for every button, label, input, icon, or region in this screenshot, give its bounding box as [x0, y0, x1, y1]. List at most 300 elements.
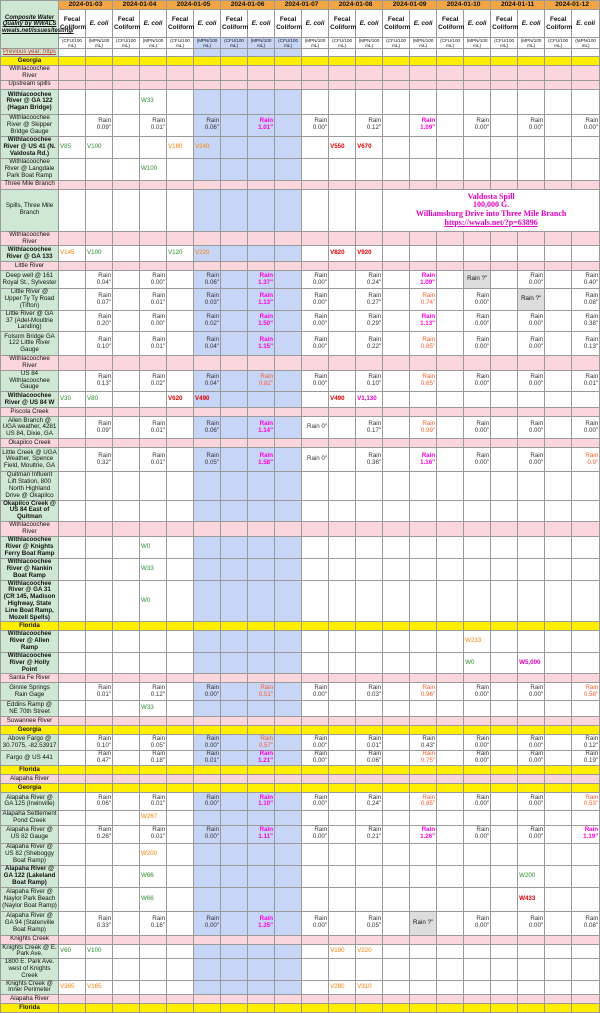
empty-cell — [572, 959, 600, 980]
empty-cell — [221, 448, 248, 472]
empty-cell — [113, 944, 140, 959]
empty-cell — [464, 944, 491, 959]
empty-cell — [383, 57, 410, 66]
empty-cell — [383, 995, 410, 1004]
parameter-header-row — [1, 10, 600, 38]
empty-cell — [248, 652, 275, 673]
empty-cell — [275, 865, 302, 887]
empty-cell — [302, 392, 329, 408]
sample-value: V365 — [59, 980, 86, 995]
empty-cell — [59, 726, 86, 735]
empty-cell — [221, 1004, 248, 1013]
empty-cell — [464, 783, 491, 792]
empty-cell — [383, 246, 410, 262]
rain-value: Rain 0.00" — [572, 114, 600, 136]
empty-cell — [437, 472, 464, 500]
empty-cell — [140, 726, 167, 735]
site-name: Withlacoochee River @ Allen Ramp — [7, 630, 52, 652]
empty-cell — [383, 774, 410, 783]
table-row — [1, 536, 600, 558]
empty-cell — [437, 783, 464, 792]
rain-value: Rain 0.00" — [464, 792, 491, 810]
rain-value: Rain 0.00" — [302, 271, 329, 289]
empty-cell — [275, 674, 302, 683]
empty-cell — [248, 80, 275, 89]
empty-cell — [59, 180, 86, 189]
empty-cell — [221, 289, 248, 310]
rain-value: Rain 0.06" — [194, 114, 221, 136]
rain-value: Rain 1.09" — [410, 114, 437, 136]
empty-cell — [194, 701, 221, 717]
empty-cell — [302, 536, 329, 558]
corner-title[interactable]: Composite Water Quality by WWALS wwals.net/issues/testing/ — [1, 1, 59, 49]
river-row — [1, 439, 600, 448]
empty-cell — [491, 158, 518, 180]
table-row — [1, 246, 600, 262]
site-label: Withlacoochee River — [1, 231, 59, 246]
empty-cell — [167, 89, 194, 114]
empty-cell — [545, 136, 572, 158]
unit-label: (CFU/100 mL) — [383, 38, 410, 49]
empty-cell — [410, 57, 437, 66]
empty-cell — [194, 980, 221, 995]
site-name: Withlacoochee River @ GA 31 (CR 145, Madison Highway, State Line Boat Ramp, Mozell Spells) — [3, 579, 56, 621]
rain-value: Rain 0.22" — [356, 332, 383, 356]
rain-value: Rain 0.00" — [302, 911, 329, 935]
empty-cell — [491, 262, 518, 271]
date-header: 2024-01-05 — [167, 1, 221, 10]
empty-cell — [194, 180, 221, 189]
empty-cell — [518, 262, 545, 271]
site-label: Florida — [1, 1004, 59, 1013]
empty-cell — [59, 765, 86, 774]
spill-link[interactable]: https://wwals.net/?p=63896 — [444, 218, 538, 228]
empty-cell — [167, 370, 194, 391]
site-label: Ginnie Springs Rain Gage — [1, 683, 59, 701]
empty-cell — [86, 865, 113, 887]
empty-cell — [572, 995, 600, 1004]
sample-value: W200 — [518, 865, 545, 887]
empty-cell — [383, 580, 410, 622]
empty-cell — [194, 865, 221, 887]
empty-cell — [491, 887, 518, 911]
empty-cell — [383, 310, 410, 331]
site-label — [1, 500, 59, 521]
empty-cell — [59, 332, 86, 356]
empty-cell — [410, 392, 437, 408]
empty-cell — [545, 825, 572, 843]
empty-cell — [518, 408, 545, 417]
rain-value: Rain 0.27" — [356, 289, 383, 310]
rain-value: Rain 0.00" — [464, 751, 491, 766]
spill-line3: Williamsburg Drive into Three Mile Branch — [415, 209, 567, 219]
empty-cell — [491, 674, 518, 683]
empty-cell — [140, 674, 167, 683]
empty-cell — [437, 246, 464, 262]
empty-cell — [410, 558, 437, 580]
empty-cell — [518, 674, 545, 683]
empty-cell — [248, 180, 275, 189]
empty-cell — [437, 622, 464, 631]
empty-cell — [113, 959, 140, 980]
empty-cell — [329, 783, 356, 792]
previous-year-link[interactable]: Previous year: https — [1, 49, 59, 57]
empty-cell — [248, 1004, 275, 1013]
empty-cell — [437, 271, 464, 289]
unit-label: (MPN/100 mL) — [302, 38, 329, 49]
empty-cell — [572, 935, 600, 944]
empty-cell — [572, 356, 600, 371]
empty-cell — [383, 408, 410, 417]
empty-cell — [113, 558, 140, 580]
empty-cell — [221, 558, 248, 580]
empty-cell — [167, 980, 194, 995]
empty-cell — [518, 57, 545, 66]
empty-cell — [221, 80, 248, 89]
empty-cell — [275, 500, 302, 521]
empty-cell — [59, 995, 86, 1004]
empty-cell — [194, 57, 221, 66]
empty-cell — [275, 262, 302, 271]
rain-value: Rain 0.00" — [518, 448, 545, 472]
sample-value: V670 — [356, 136, 383, 158]
empty-cell — [59, 448, 86, 472]
empty-cell — [329, 995, 356, 1004]
rain-value: Rain 0.32" — [86, 448, 113, 472]
table-row — [1, 136, 600, 158]
empty-cell — [167, 935, 194, 944]
empty-cell — [437, 959, 464, 980]
rain-value: Rain 0.04" — [86, 271, 113, 289]
empty-cell — [410, 701, 437, 717]
rain-value: Rain 0.00" — [464, 310, 491, 331]
empty-cell — [491, 944, 518, 959]
empty-cell — [545, 180, 572, 189]
empty-cell — [383, 980, 410, 995]
empty-cell — [491, 631, 518, 652]
empty-cell — [437, 310, 464, 331]
empty-cell — [167, 262, 194, 271]
site-label: Santa Fe River — [1, 674, 59, 683]
empty-cell — [437, 417, 464, 439]
empty-cell — [491, 448, 518, 472]
empty-cell — [329, 701, 356, 717]
empty-cell — [518, 774, 545, 783]
site-label: Alapaha River @ Naylor Park Beach (Naylor Boat Ramp) — [1, 887, 59, 911]
empty-cell — [545, 980, 572, 995]
empty-cell — [113, 289, 140, 310]
empty-cell — [545, 631, 572, 652]
empty-cell — [410, 652, 437, 673]
site-label: Little River @ GA 37 (Adel-Moultrie Landing) — [1, 310, 59, 331]
empty-cell — [302, 231, 329, 246]
rain-value: Rain 0.00" — [194, 683, 221, 701]
state-row — [1, 726, 600, 735]
empty-cell — [248, 726, 275, 735]
empty-cell — [59, 783, 86, 792]
empty-cell — [329, 500, 356, 521]
empty-cell — [518, 783, 545, 792]
empty-cell — [167, 944, 194, 959]
rain-value: Rain 0.02" — [140, 370, 167, 391]
empty-cell — [572, 57, 600, 66]
table-row — [1, 735, 600, 751]
empty-cell — [167, 765, 194, 774]
date-header: 2024-01-11 — [491, 1, 545, 10]
empty-cell — [194, 935, 221, 944]
site-label: Alapaha River @ US 82 (Sheboggy Boat Ramp) — [1, 843, 59, 865]
spill-annotation — [383, 189, 600, 231]
empty-cell — [572, 89, 600, 114]
empty-cell — [86, 843, 113, 865]
empty-cell — [410, 935, 437, 944]
empty-cell — [167, 1004, 194, 1013]
site-label: Little Creek @ UGA Weather, Spence Field, Moultrie, GA — [1, 448, 59, 472]
empty-cell — [437, 231, 464, 246]
rain-value: Rain 0.00" — [518, 370, 545, 391]
empty-cell — [302, 726, 329, 735]
empty-cell — [410, 231, 437, 246]
empty-cell — [491, 810, 518, 825]
table-row — [1, 271, 600, 289]
empty-cell — [59, 521, 86, 536]
empty-cell — [221, 439, 248, 448]
table-row — [1, 392, 600, 408]
empty-cell — [518, 701, 545, 717]
rain-value: Rain 0.08" — [572, 911, 600, 935]
empty-cell — [113, 674, 140, 683]
empty-cell — [383, 439, 410, 448]
empty-cell — [572, 631, 600, 652]
empty-cell — [464, 136, 491, 158]
empty-cell — [410, 959, 437, 980]
empty-cell — [59, 536, 86, 558]
empty-cell — [356, 995, 383, 1004]
empty-cell — [275, 726, 302, 735]
empty-cell — [140, 262, 167, 271]
empty-cell — [464, 500, 491, 521]
empty-cell — [383, 735, 410, 751]
site-name: Withlacoochee River @ Holly Point — [7, 651, 52, 673]
empty-cell — [329, 271, 356, 289]
rain-value: Rain 0.01" — [140, 825, 167, 843]
empty-cell — [248, 231, 275, 246]
empty-cell — [356, 765, 383, 774]
empty-cell — [437, 735, 464, 751]
empty-cell — [194, 622, 221, 631]
empty-cell — [572, 439, 600, 448]
empty-cell — [437, 114, 464, 136]
empty-cell — [59, 89, 86, 114]
empty-cell — [275, 774, 302, 783]
empty-cell — [113, 683, 140, 701]
empty-cell — [194, 810, 221, 825]
rain-value: Rain 1.13" — [248, 289, 275, 310]
empty-cell — [437, 66, 464, 81]
empty-cell — [356, 865, 383, 887]
empty-cell — [59, 370, 86, 391]
empty-cell — [383, 865, 410, 887]
rain-value: Rain 0.07" — [86, 289, 113, 310]
empty-cell — [383, 332, 410, 356]
river-row — [1, 66, 600, 81]
empty-cell — [383, 448, 410, 472]
rain-value: Rain 0.82" — [248, 370, 275, 391]
empty-cell — [59, 622, 86, 631]
site-label: Above Fargo @ 30.7075, -82.53917 — [1, 735, 59, 751]
empty-cell — [59, 887, 86, 911]
empty-cell — [356, 1004, 383, 1013]
rain-value: Rain 0.01" — [194, 751, 221, 766]
empty-cell — [59, 80, 86, 89]
empty-cell — [248, 717, 275, 726]
empty-cell — [329, 558, 356, 580]
empty-cell — [113, 180, 140, 189]
empty-cell — [194, 944, 221, 959]
rain-value: Rain 0.53" — [572, 792, 600, 810]
rain-value: Rain 0.16" — [140, 911, 167, 935]
empty-cell — [491, 439, 518, 448]
empty-cell — [275, 89, 302, 114]
empty-cell — [59, 792, 86, 810]
empty-cell — [302, 810, 329, 825]
empty-cell — [464, 80, 491, 89]
table-row — [1, 370, 600, 391]
empty-cell — [572, 392, 600, 408]
rain-value: Rain 0.00" — [194, 792, 221, 810]
empty-cell — [113, 521, 140, 536]
empty-cell — [194, 158, 221, 180]
empty-cell — [545, 289, 572, 310]
fecal-coliform-header: Fecal Coliform — [113, 10, 140, 38]
empty-cell — [383, 810, 410, 825]
sample-value: W66 — [140, 887, 167, 911]
empty-cell — [545, 558, 572, 580]
empty-cell — [437, 408, 464, 417]
empty-cell — [518, 944, 545, 959]
empty-cell — [464, 995, 491, 1004]
empty-cell — [221, 717, 248, 726]
empty-cell — [275, 911, 302, 935]
empty-cell — [59, 674, 86, 683]
empty-cell — [437, 356, 464, 371]
empty-cell — [167, 735, 194, 751]
empty-cell — [545, 332, 572, 356]
river-row — [1, 935, 600, 944]
empty-cell — [167, 231, 194, 246]
site-name: Withlacoochee River @ GA 133 — [6, 246, 53, 260]
empty-cell — [437, 911, 464, 935]
unit-label: (CFU/100 mL) — [221, 38, 248, 49]
empty-cell — [275, 136, 302, 158]
rain-value: Rain 0.74" — [410, 289, 437, 310]
empty-cell — [491, 114, 518, 136]
empty-cell — [572, 180, 600, 189]
empty-cell — [275, 935, 302, 944]
e-coli-header: E. coli — [194, 10, 221, 38]
empty-cell — [248, 66, 275, 81]
empty-cell — [356, 439, 383, 448]
empty-cell — [59, 631, 86, 652]
site-name: Alapaha River @ GA 122 (Lakeland Boat Ramp) — [3, 864, 56, 886]
empty-cell — [464, 158, 491, 180]
empty-cell — [464, 701, 491, 717]
sample-value: W100 — [140, 158, 167, 180]
empty-cell — [383, 792, 410, 810]
empty-cell — [572, 726, 600, 735]
empty-cell — [356, 622, 383, 631]
rain-value: Rain 0.26" — [86, 825, 113, 843]
empty-cell — [113, 717, 140, 726]
site-label: Knights Creek @ Inner Perimeter — [1, 980, 59, 995]
empty-cell — [329, 289, 356, 310]
sample-value: V280 — [329, 980, 356, 995]
empty-cell — [194, 783, 221, 792]
empty-cell — [410, 865, 437, 887]
empty-cell — [86, 472, 113, 500]
empty-cell — [275, 114, 302, 136]
sample-value: W0 — [140, 536, 167, 558]
empty-cell — [329, 765, 356, 774]
river-row — [1, 995, 600, 1004]
empty-cell — [302, 701, 329, 717]
empty-cell — [410, 783, 437, 792]
empty-cell — [59, 310, 86, 331]
empty-cell — [410, 843, 437, 865]
empty-cell — [545, 652, 572, 673]
empty-cell — [437, 825, 464, 843]
unit-label: (MPN/100 mL) — [464, 38, 491, 49]
empty-cell — [275, 701, 302, 717]
empty-cell — [491, 701, 518, 717]
empty-cell — [383, 959, 410, 980]
empty-cell — [329, 472, 356, 500]
empty-cell — [221, 774, 248, 783]
site-label: Okapilco Creek — [1, 439, 59, 448]
site-label — [1, 580, 59, 622]
empty-cell — [113, 792, 140, 810]
table-row — [1, 500, 600, 521]
empty-cell — [113, 448, 140, 472]
table-row — [1, 580, 600, 622]
empty-cell — [221, 370, 248, 391]
empty-cell — [437, 89, 464, 114]
sample-value: V620 — [167, 392, 194, 408]
empty-cell — [221, 865, 248, 887]
date-header: 2024-01-08 — [329, 1, 383, 10]
empty-cell — [356, 652, 383, 673]
empty-cell — [167, 536, 194, 558]
empty-cell — [437, 392, 464, 408]
rain-value: Rain 0.40" — [572, 271, 600, 289]
rain-value: Rain 0.20" — [86, 310, 113, 331]
empty-cell — [221, 231, 248, 246]
empty-cell — [86, 765, 113, 774]
empty-cell — [248, 158, 275, 180]
site-label: Withlacoochee River @ Langdale Park Boat Ramp — [1, 158, 59, 180]
empty-cell — [464, 622, 491, 631]
empty-cell — [140, 356, 167, 371]
empty-cell — [329, 262, 356, 271]
empty-cell — [302, 765, 329, 774]
e-coli-header: E. coli — [86, 10, 113, 38]
empty-cell — [572, 980, 600, 995]
empty-cell — [140, 231, 167, 246]
empty-cell — [248, 356, 275, 371]
empty-cell — [221, 472, 248, 500]
date-header: 2024-01-12 — [545, 1, 600, 10]
empty-cell — [491, 180, 518, 189]
